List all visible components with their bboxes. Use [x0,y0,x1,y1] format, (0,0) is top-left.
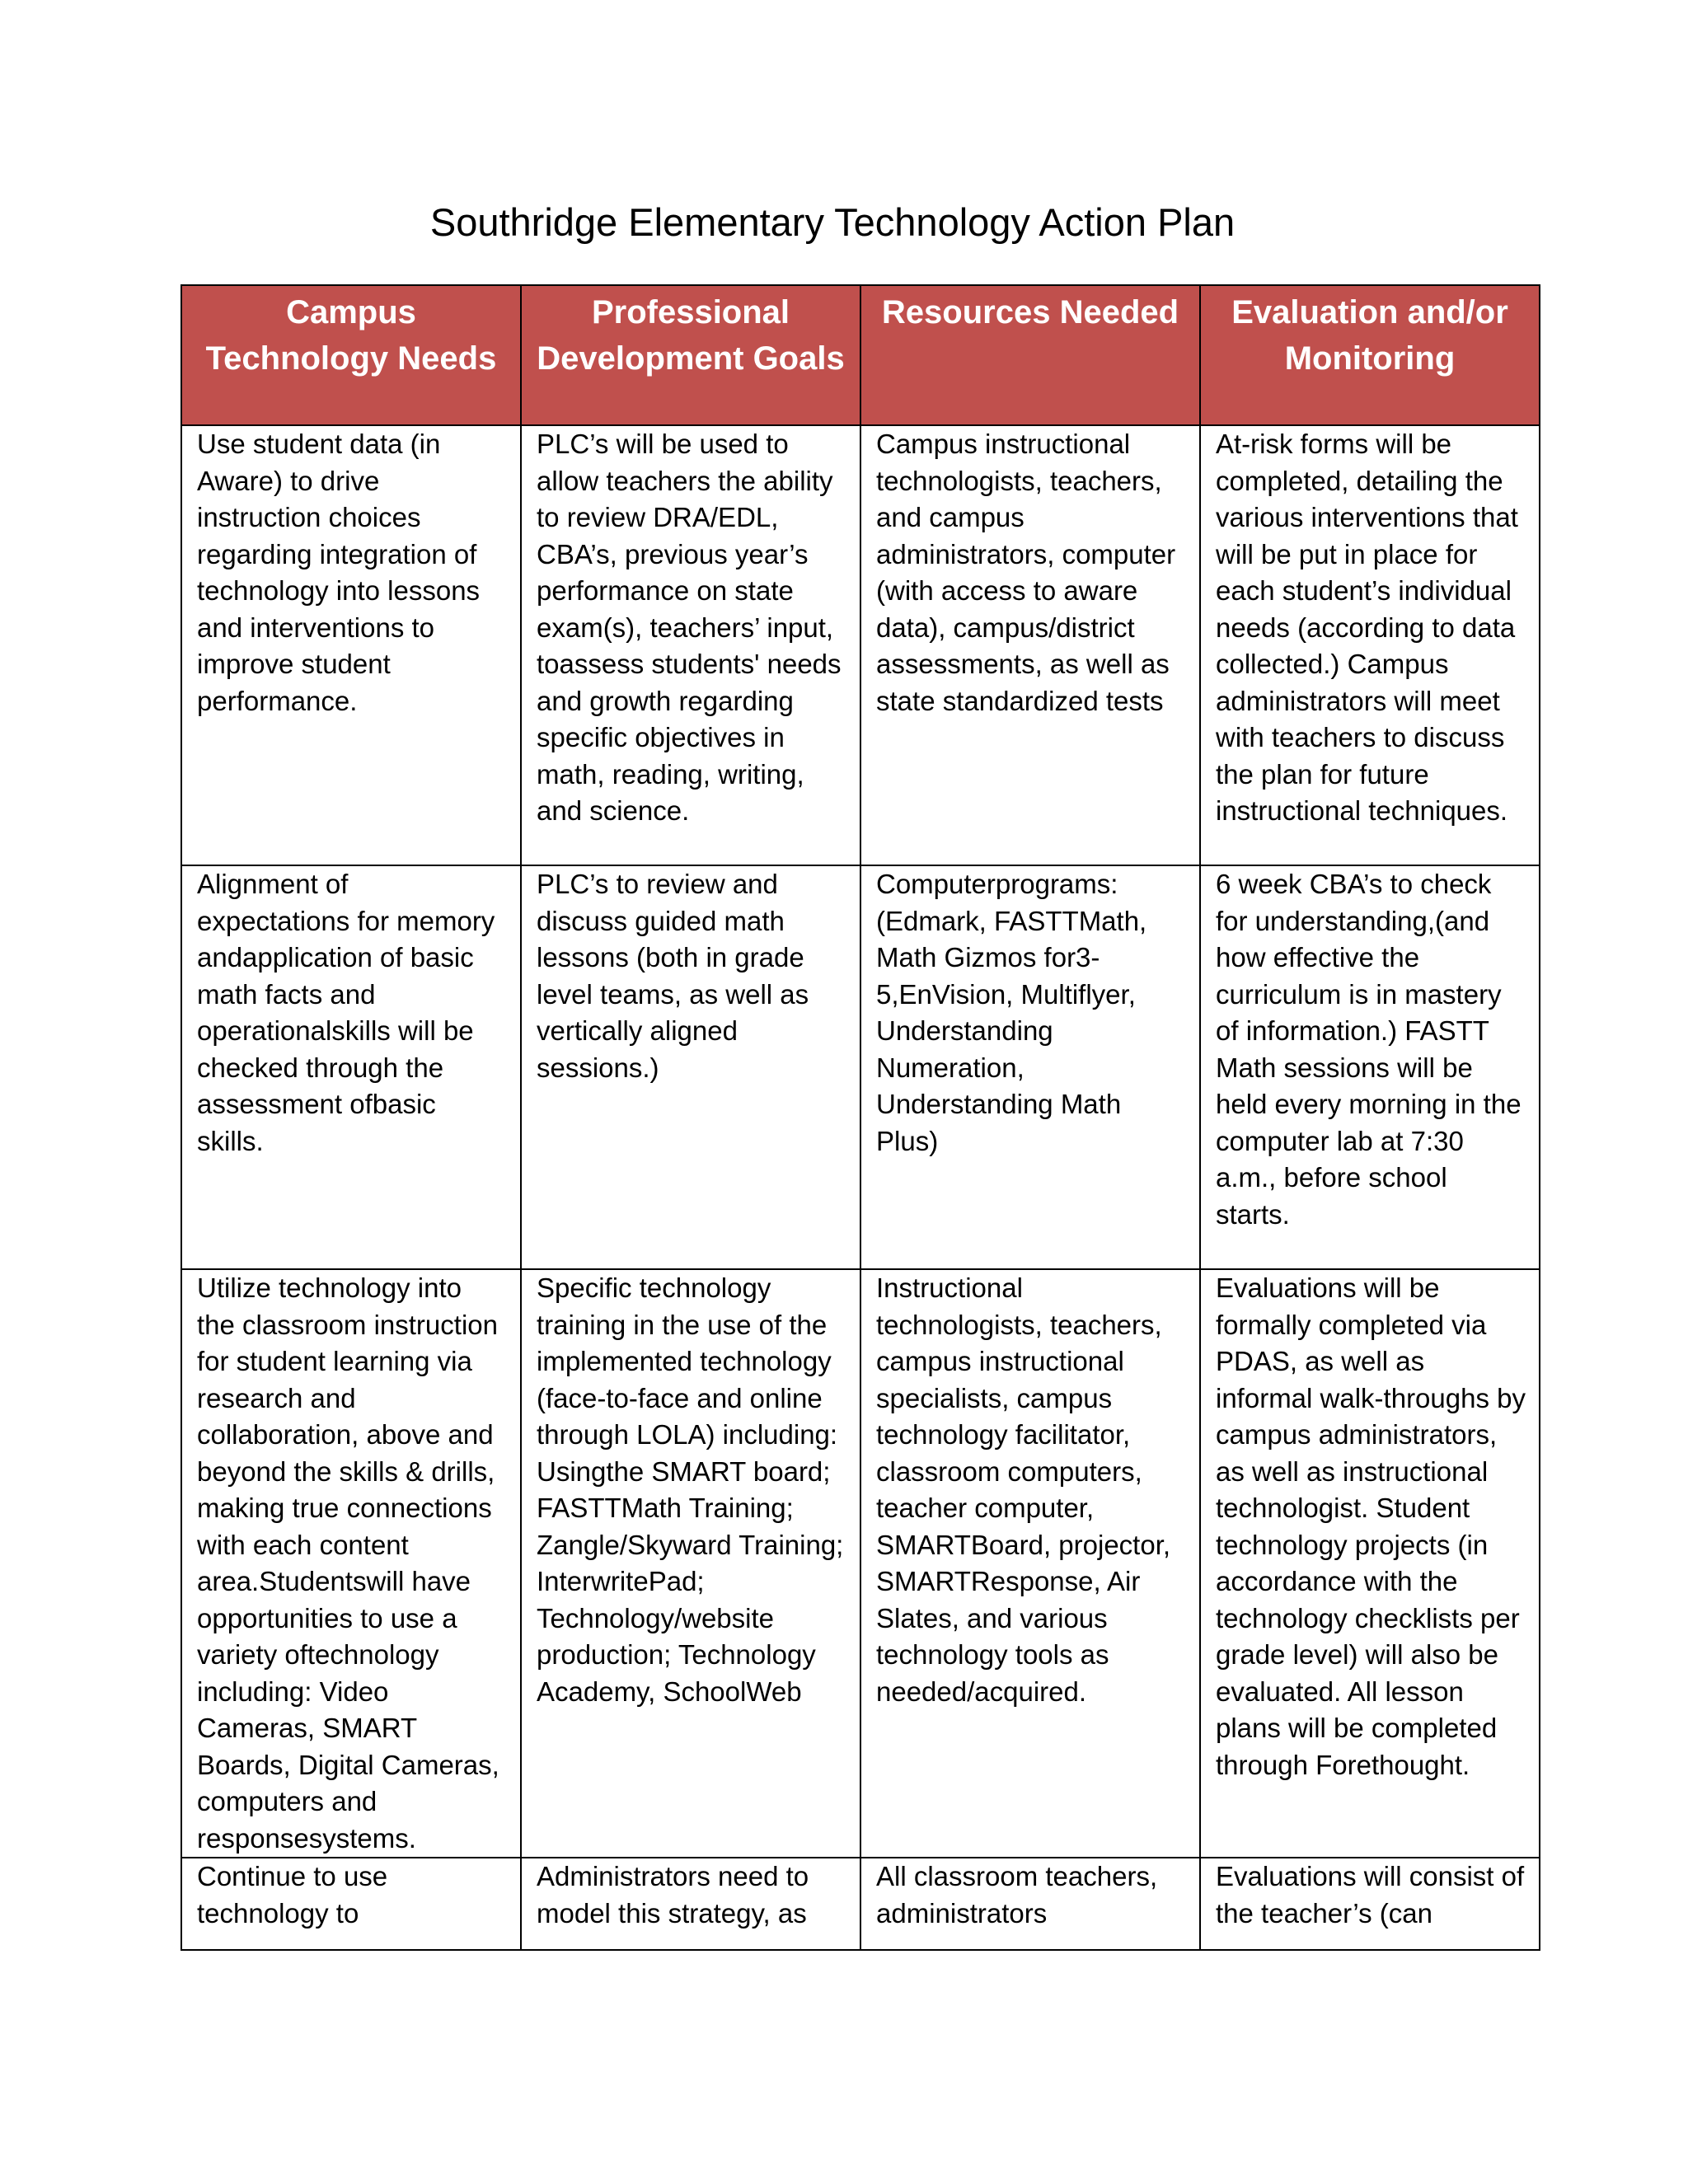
cell-evaluation-monitoring: 6 week CBA’s to check for understanding,(and how effective the curriculum is in mastery of information.) FASTT Math sessions will be held every morning in the computer lab at 7:30 a.m., before school starts. [1200,865,1540,1269]
header-resources-needed: Resources Needed [860,285,1200,425]
cell-campus-technology-needs: Alignment of expectations for memory andapplication of basic math facts and operationalskills will be checked through the assessment ofbasic skills. [181,865,521,1269]
cell-professional-development-goals: Specific technology training in the use of the implemented technology (face-to-face and online through LOLA) including: Usingthe SMART board; FASTTMath Training; Zangle/Skyward Training; InterwritePad; Technology/website production; Technology Academy, SchoolWeb [521,1269,860,1858]
cell-professional-development-goals: PLC’s will be used to allow teachers the ability to review DRA/EDL, CBA’s, previous year’s performance on state exam(s), teachers’ input, toassess students' needs and growth regarding specific objectives in math, reading, writing, and science. [521,425,860,865]
cell-professional-development-goals: Administrators need to model this strategy, as [521,1858,860,1950]
cell-professional-development-goals: PLC’s to review and discuss guided math lessons (both in grade level teams, as well as vertically aligned sessions.) [521,865,860,1269]
cell-campus-technology-needs: Utilize technology into the classroom instruction for student learning via research and collaboration, above and beyond the skills & drills, making true connections with each content area.Studentswill have opportunities to use a variety oftechnology including: Video Cameras, SMART Boards, Digital Cameras, computers and responsesystems. [181,1269,521,1858]
cell-evaluation-monitoring: At-risk forms will be completed, detailing the various interventions that will be put in place for each student’s individual needs (according to data collected.) Campus administrators will meet with teachers to discuss the plan for future instructional techniques. [1200,425,1540,865]
cell-campus-technology-needs: Continue to use technology to [181,1858,521,1950]
table-body [181,425,1540,1950]
cell-resources-needed: Instructional technologists, teachers, campus instructional specialists, campus technology facilitator, classroom computers, teacher computer, SMARTBoard, projector, SMARTResponse, Air Slates, and various technology tools as needed/acquired. [860,1269,1200,1858]
header-campus-technology-needs: Campus Technology Needs [181,285,521,425]
header-professional-development-goals: Professional Development Goals [521,285,860,425]
cell-evaluation-monitoring: Evaluations will consist of the teacher’s (can [1200,1858,1540,1950]
cell-resources-needed: All classroom teachers, administrators [860,1858,1200,1950]
table-row [181,425,1540,865]
table-row [181,1269,1540,1858]
cell-campus-technology-needs: Use student data (in Aware) to drive instruction choices regarding integration of technology into lessons and interventions to improve student performance. [181,425,521,865]
cell-evaluation-monitoring: Evaluations will be formally completed via PDAS, as well as informal walk-throughs by campus administrators, as well as instructional technologist. Student technology projects (in accordance with the technology checklists per grade level) will also be evaluated. All lesson plans will be completed through Forethought. [1200,1269,1540,1858]
cell-resources-needed: Computerprograms: (Edmark, FASTTMath, Math Gizmos for3-5,EnVision, Multiflyer, Understanding Numeration, Understanding Math Plus) [860,865,1200,1269]
document-title: Southridge Elementary Technology Action Plan [429,200,1236,244]
table-row [181,1858,1540,1950]
cell-resources-needed: Campus instructional technologists, teachers, and campus administrators, computer (with access to aware data), campus/district assessments, as well as state standardized tests [860,425,1200,865]
table-row [181,865,1540,1269]
header-evaluation-monitoring: Evaluation and/or Monitoring [1200,285,1540,425]
action-plan-table [181,284,1540,1951]
header-row [181,285,1540,425]
table-header [181,285,1540,425]
